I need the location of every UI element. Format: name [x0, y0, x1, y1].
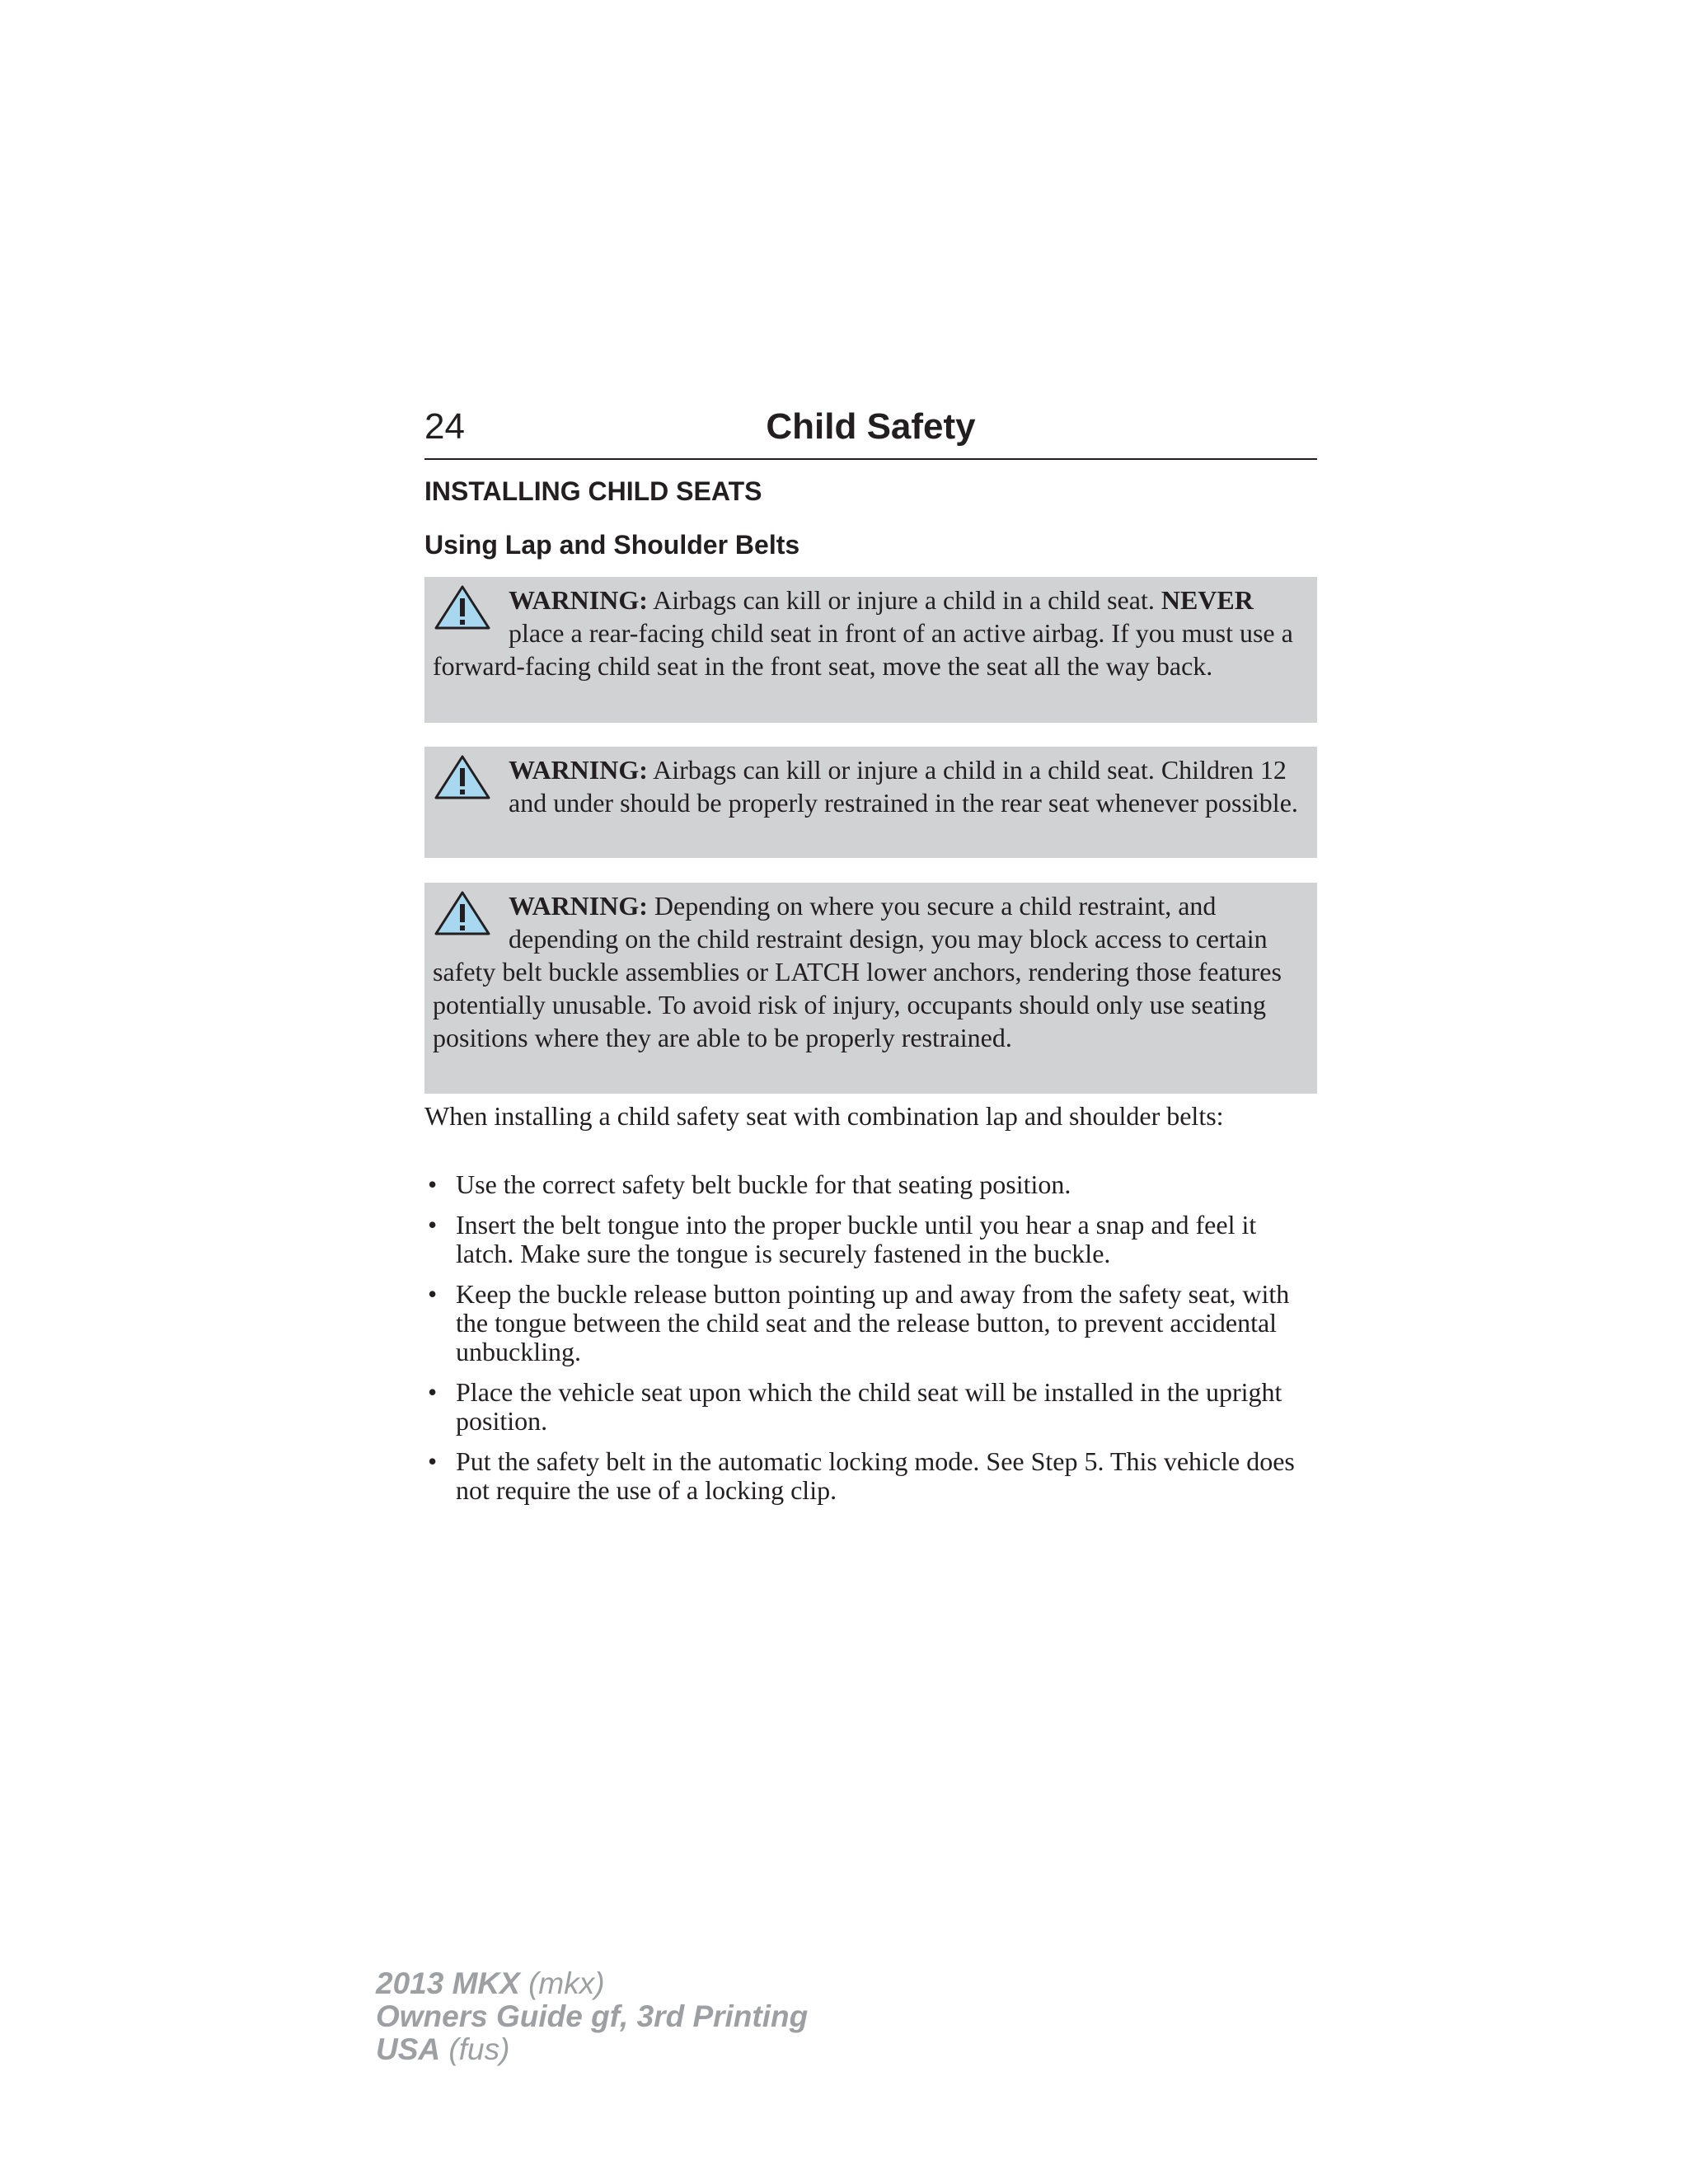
- bullet-icon: •: [428, 1279, 438, 1309]
- footer-line-model: [376, 1967, 808, 2000]
- sub-heading: Using Lap and Shoulder Belts: [424, 530, 800, 560]
- warning-triangle-icon: [433, 889, 492, 955]
- bullet-icon: •: [428, 1169, 438, 1199]
- installation-steps-list: [424, 1170, 1317, 1516]
- page-header: [424, 404, 1317, 460]
- list-item-text: Place the vehicle seat upon which the child seat will be installed in the upright position.: [456, 1377, 1282, 1436]
- bullet-icon: •: [428, 1210, 438, 1240]
- list-item-text: Put the safety belt in the automatic locking mode. See Step 5. This vehicle does not require the use of a locking clip.: [456, 1446, 1295, 1505]
- footer-line-region: [376, 2033, 808, 2066]
- warning-text: Airbags can kill or injure a child in a child seat. Children 12 and under should be properly restrained in the rear seat whenever possible.: [509, 755, 1298, 818]
- list-item: [424, 1447, 1317, 1505]
- warning-triangle-icon: [433, 583, 492, 649]
- document-footer: [376, 1967, 808, 2066]
- section-heading: INSTALLING CHILD SEATS: [424, 476, 762, 506]
- list-item-text: Keep the buckle release button pointing up and away from the safety seat, with the tongue between the child seat and the release button, to prevent accidental unbuckling.: [456, 1279, 1290, 1366]
- warning-label: WARNING:: [509, 891, 648, 921]
- list-item-text: Insert the belt tongue into the proper buckle until you hear a snap and feel it latch. Make sure the tongue is securely fastened in the buckle.: [456, 1210, 1257, 1268]
- warning-text: Airbags can kill or injure a child in a child seat.: [647, 585, 1161, 615]
- list-item: [424, 1378, 1317, 1436]
- bullet-icon: •: [428, 1446, 438, 1476]
- bullet-icon: •: [428, 1377, 438, 1407]
- warning-emphasis: NEVER: [1160, 585, 1254, 615]
- warning-box-airbag-never: [424, 577, 1317, 723]
- footer-model-code: (mkx): [519, 1966, 605, 2000]
- warning-label: WARNING:: [509, 755, 648, 785]
- footer-region: USA: [376, 2032, 441, 2066]
- warning-box-airbag-children: [424, 747, 1317, 858]
- warning-text: Depending on where you secure a child restraint, and depending on the child restraint design, you may block access to certain safety belt buckle assemblies or LATCH lower anchors, rendering those features potentially unusable. To avoid risk of injury, occupants should only use seating positions where they are able to be properly restrained.: [433, 891, 1282, 1052]
- footer-model: 2013 MKX: [376, 1966, 520, 2000]
- warning-text: place a rear-facing child seat in front of an active airbag. If you must use a forward-facing child seat in the front seat, move the seat all the way back.: [433, 618, 1293, 681]
- list-item: [424, 1211, 1317, 1268]
- list-item: [424, 1280, 1317, 1366]
- footer-region-code: (fus): [440, 2032, 510, 2066]
- warning-triangle-icon: [433, 753, 492, 819]
- warning-label: WARNING:: [509, 585, 648, 615]
- page-title: Child Safety: [766, 406, 976, 447]
- footer-line-guide: Owners Guide gf, 3rd Printing: [376, 1999, 809, 2033]
- warning-box-restraint-position: [424, 883, 1317, 1094]
- intro-paragraph: When installing a child safety seat with combination lap and shoulder belts:: [424, 1101, 1224, 1131]
- list-item-text: Use the correct safety belt buckle for that seating position.: [456, 1169, 1071, 1199]
- list-item: [424, 1170, 1317, 1199]
- page-number: 24: [424, 406, 465, 447]
